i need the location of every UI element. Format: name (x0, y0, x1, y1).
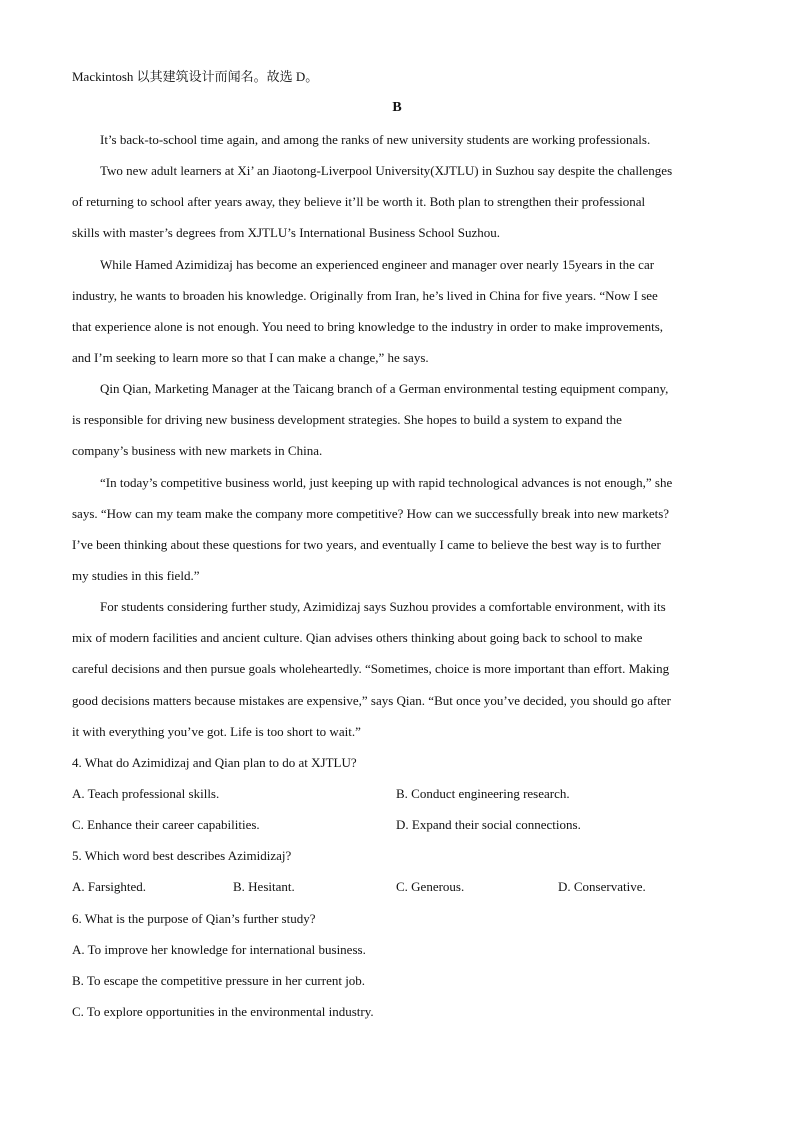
passage-line: says. “How can my team make the company more competitive? How can we successfully break into new markets? (72, 506, 670, 521)
question-4-option-b: B. Conduct engineering research. (396, 786, 570, 801)
passage-line: of returning to school after years away, they believe it’ll be worth it. Both plan to strengthen their professional (72, 194, 646, 209)
question-5-option-c: C. Generous. (396, 879, 465, 894)
passage-line: careful decisions and then pursue goals wholeheartedly. “Sometimes, choice is more important than effort. Making (72, 661, 670, 676)
passage-line: is responsible for driving new business development strategies. She hopes to build a system to expand the (72, 412, 622, 427)
passage-line: good decisions matters because mistakes are expensive,” says Qian. “But once you’ve decided, you should go after (72, 693, 671, 708)
passage-line: Two new adult learners at Xi’ an Jiaotong-Liverpool University(XJTLU) in Suzhou say despite the challenges (100, 163, 673, 178)
question-4-option-a: A. Teach professional skills. (72, 786, 220, 801)
passage-line: I’ve been thinking about these questions for two years, and eventually I came to believe the best way is to further (72, 537, 661, 552)
question-4-option-c: C. Enhance their career capabilities. (72, 817, 260, 832)
passage-line: skills with master’s degrees from XJTLU’s International Business School Suzhou. (72, 225, 500, 240)
passage-line: For students considering further study, Azimidizaj says Suzhou provides a comfortable environment, with its (100, 599, 666, 614)
intro-line: Mackintosh 以其建筑设计而闻名。故选 D。 (72, 69, 319, 84)
passage-line: company’s business with new markets in China. (72, 443, 323, 458)
passage-line: It’s back-to-school time again, and among the ranks of new university students are working professionals. (100, 132, 651, 147)
question-stem-6: 6. What is the purpose of Qian’s further study? (72, 911, 316, 926)
question-6-option-a: A. To improve her knowledge for international business. (72, 942, 366, 957)
question-6-option-c: C. To explore opportunities in the environmental industry. (72, 1004, 374, 1019)
question-stem-4: 4. What do Azimidizaj and Qian plan to do at XJTLU? (72, 755, 357, 770)
question-5-option-b: B. Hesitant. (233, 879, 295, 894)
passage-line: mix of modern facilities and ancient culture. Qian advises others thinking about going back to school to make (72, 630, 643, 645)
question-stem-5: 5. Which word best describes Azimidizaj? (72, 848, 292, 863)
passage-line: “In today’s competitive business world, just keeping up with rapid technological advances is not enough,” she (100, 475, 673, 490)
question-5-option-d: D. Conservative. (558, 879, 646, 894)
passage-line: that experience alone is not enough. You need to bring knowledge to the industry in order to make improvements, (72, 319, 664, 334)
passage-line: it with everything you’ve got. Life is too short to wait.” (72, 724, 361, 739)
passage-line: and I’m seeking to learn more so that I can make a change,” he says. (72, 350, 429, 365)
passage-line: While Hamed Azimidizaj has become an experienced engineer and manager over nearly 15years in the car (100, 257, 655, 272)
passage-line: my studies in this field.” (72, 568, 200, 583)
question-5-option-a: A. Farsighted. (72, 879, 147, 894)
question-4-option-d: D. Expand their social connections. (396, 817, 581, 832)
passage-line: industry, he wants to broaden his knowledge. Originally from Iran, he’s lived in China for five years. “Now I see (72, 288, 658, 303)
passage-line: Qin Qian, Marketing Manager at the Taicang branch of a German environmental testing equipment company, (100, 381, 669, 396)
question-6-option-b: B. To escape the competitive pressure in her current job. (72, 973, 366, 988)
section-heading: B (392, 100, 402, 115)
